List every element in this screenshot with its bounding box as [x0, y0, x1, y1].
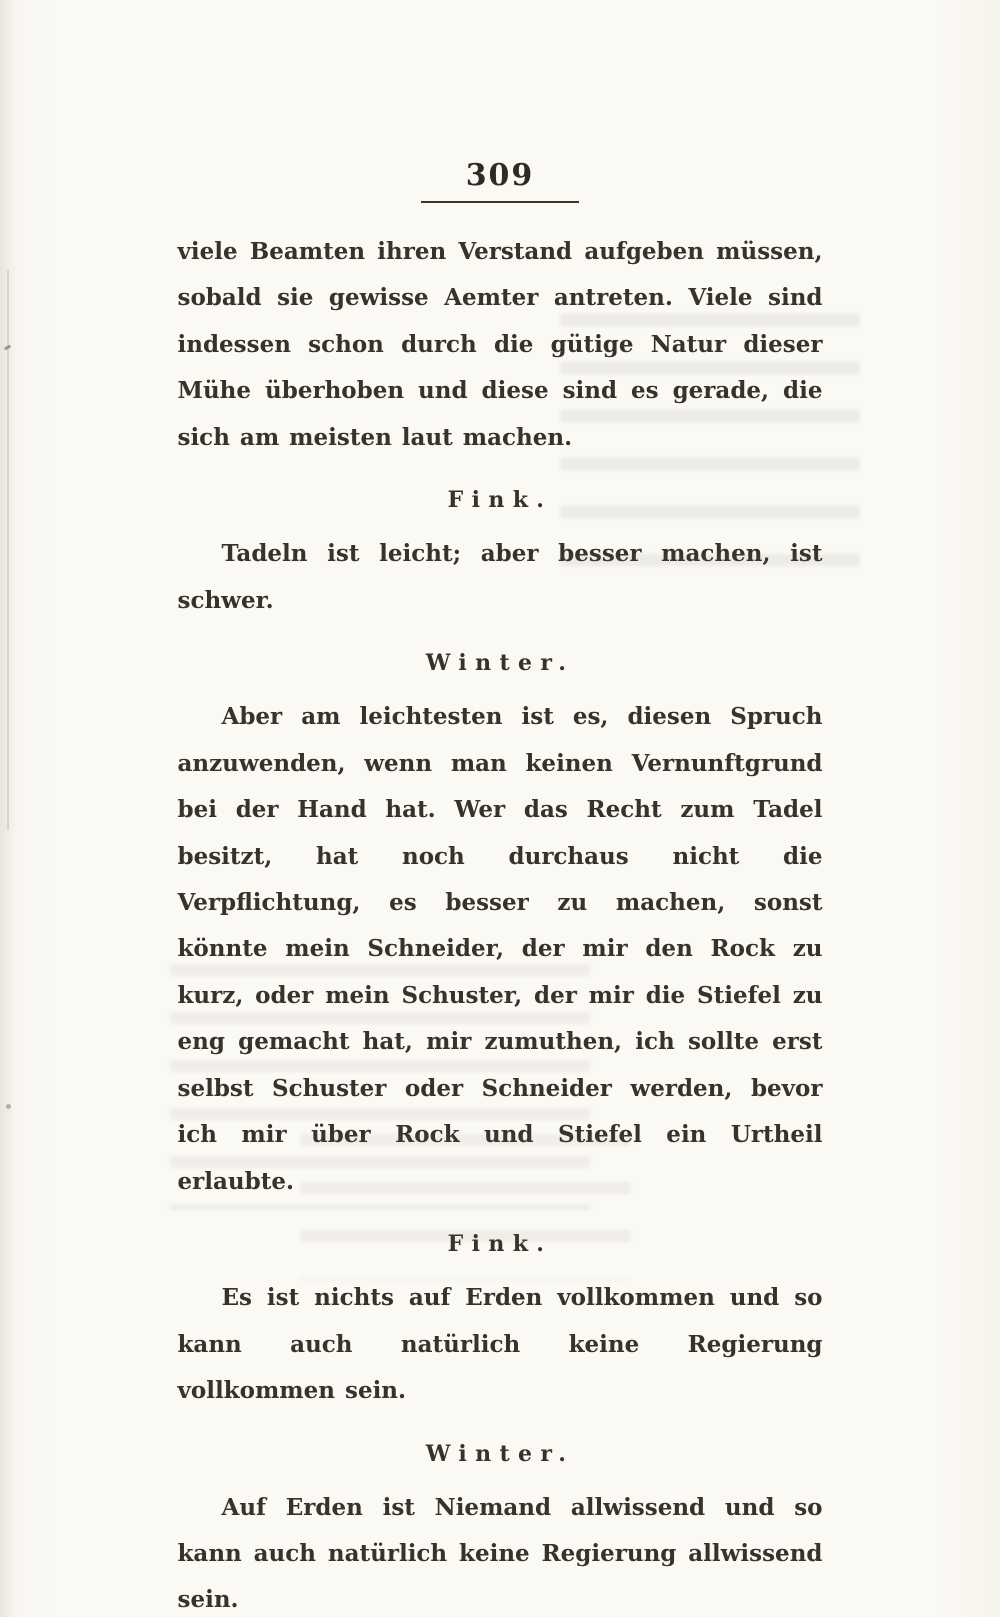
body-paragraph: Aber am leichtesten ist es, diesen Spruch anzuwenden, wenn man keinen Vernunftgrund bei der Hand hat. Wer das Recht zum Tadel besitzt, hat noch durchaus nicht die Verpflichtung, es besser zu machen, sonst könnte mein Schneider, der mir den Rock zu kurz, oder mein Schuster, der mir die Stiefel zu eng gemacht hat, mir zumuthen, ich sollte erst selbst Schuster oder Schneider werden, bevor ich mir über Rock und Stiefel ein Urtheil erlaubte.	[177, 703, 823, 1195]
scan-artifact-speck	[6, 1104, 11, 1109]
page-number: 309	[465, 158, 535, 193]
speaker-heading-winter: Winter.	[425, 650, 575, 677]
scan-artifact-line	[7, 270, 9, 830]
speaker-heading-fink: Fink.	[447, 1231, 553, 1258]
page-header	[0, 0, 1000, 203]
speaker-heading-winter: Winter.	[425, 1440, 575, 1467]
body-paragraph: Es ist nichts auf Erden vollkommen und so kann auch natürlich keine Regierung vollkommen sein.	[177, 1284, 823, 1405]
text-block	[178, 229, 823, 1617]
speaker-heading-fink: Fink.	[447, 487, 553, 514]
body-paragraph: viele Beamten ihren Verstand aufgeben müssen, sobald sie gewisse Aemter antreten. Viele sind indessen schon durch die gütige Natur dieser Mühe überhoben und diese sind es gerade, die sich am meisten laut machen.	[177, 238, 823, 451]
body-paragraph: Tadeln ist leicht; aber besser machen, ist schwer.	[177, 540, 823, 614]
body-paragraph: Auf Erden ist Niemand allwissend und so kann auch natürlich keine Regierung allwissend sein.	[177, 1493, 823, 1614]
page-number-rule	[421, 201, 579, 203]
